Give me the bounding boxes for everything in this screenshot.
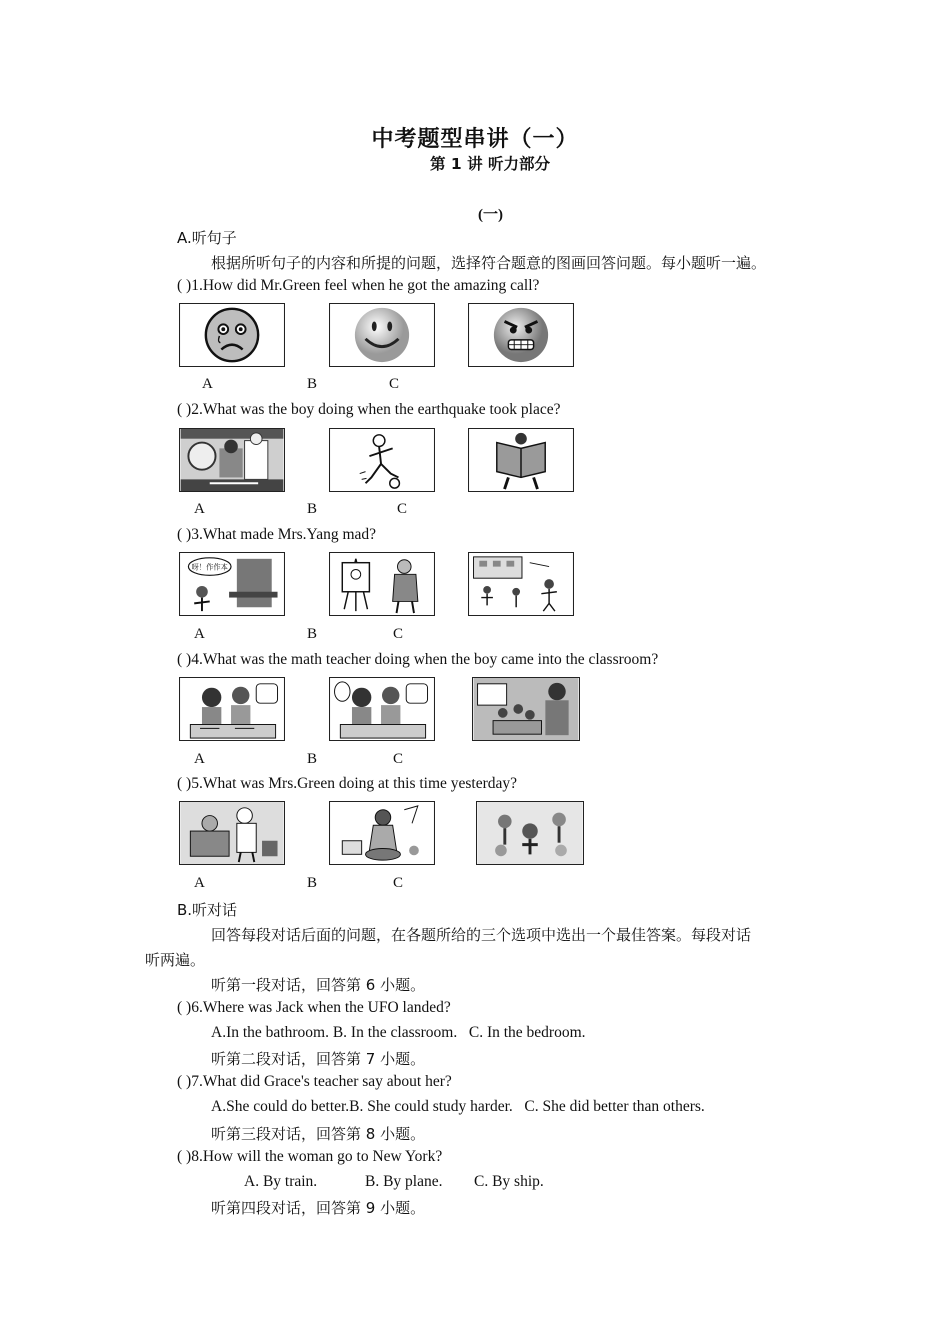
q4-picture-c-classroom[interactable] — [472, 677, 580, 741]
part-b-instruction-line1: 回答每段对话后面的问题，在各题所给的三个选项中选出一个最佳答案。每段对话 — [211, 926, 752, 944]
q5-label-a: A — [194, 875, 205, 891]
question-5-stem: ( )5.What was Mrs.Green doing at this time yesterday? — [177, 775, 518, 792]
question-2-stem: ( )2.What was the boy doing when the earthquake took place? — [177, 401, 561, 418]
q3-picture-a-homework[interactable] — [179, 552, 285, 616]
q3-label-b: B — [307, 626, 318, 642]
q5-label-b: B — [307, 875, 318, 891]
question-1-stem: ( )1.How did Mr.Green feel when he got the amazing call? — [177, 277, 540, 294]
q1-picture-a-sad-face[interactable] — [179, 303, 285, 367]
part-b-instruction-line2: 听两遍。 — [145, 951, 206, 969]
q2-picture-b-playing-soccer[interactable] — [329, 428, 435, 492]
question-8-option-b: B. By plane. — [365, 1173, 443, 1190]
listen-instruction-9: 听第四段对话，回答第 9 小题。 — [211, 1199, 426, 1217]
q2-label-b: B — [307, 501, 318, 517]
q3-picture-c-playground[interactable] — [468, 552, 574, 616]
q2-label-a: A — [194, 501, 205, 517]
q3-picture-b-painting[interactable] — [329, 552, 435, 616]
q2-picture-c-reading-book[interactable] — [468, 428, 574, 492]
listen-instruction-7: 听第二段对话，回答第 7 小题。 — [211, 1050, 426, 1068]
q5-picture-b-cleaning[interactable] — [329, 801, 435, 865]
q3-label-c: C — [393, 626, 404, 642]
q5-picture-a-cooking[interactable] — [179, 801, 285, 865]
q4-label-c: C — [393, 751, 404, 767]
q1-label-c: C — [389, 376, 400, 392]
q4-picture-a-teacher-grading[interactable] — [179, 677, 285, 741]
question-8-stem: ( )8.How will the woman go to New York? — [177, 1148, 443, 1165]
question-8-option-a: A. By train. — [244, 1173, 318, 1190]
question-8-option-c: C. By ship. — [474, 1173, 544, 1190]
q3-speech-bubble: 呀！作作本 — [191, 562, 228, 572]
q3-label-a: A — [194, 626, 205, 642]
listen-instruction-6: 听第一段对话，回答第 6 小题。 — [211, 976, 426, 994]
q1-picture-b-happy-face[interactable] — [329, 303, 435, 367]
q2-picture-a-barber-shop[interactable] — [179, 428, 285, 492]
q4-label-a: A — [194, 751, 205, 767]
section-number: (一) — [478, 207, 503, 223]
document-title: 中考题型串讲（一） — [371, 127, 579, 152]
q4-label-b: B — [307, 751, 318, 767]
q5-picture-c-children-playing[interactable] — [476, 801, 584, 865]
part-a-heading: A.听句子 — [177, 229, 237, 247]
q1-label-b: B — [307, 376, 318, 392]
question-7-stem: ( )7.What did Grace's teacher say about her? — [177, 1073, 452, 1090]
question-6-options: A.In the bathroom. B. In the classroom. C. In the bedroom. — [211, 1024, 586, 1041]
q4-picture-b-teacher-talking[interactable] — [329, 677, 435, 741]
part-b-heading: B.听对话 — [177, 901, 238, 919]
q5-label-c: C — [393, 875, 404, 891]
q1-picture-c-angry-face[interactable] — [468, 303, 574, 367]
q1-label-a: A — [202, 376, 213, 392]
lecture-subtitle: 第 1 讲 听力部分 — [430, 155, 550, 173]
part-a-instruction: 根据所听句子的内容和所提的问题，选择符合题意的图画回答问题。每小题听一遍。 — [211, 254, 767, 272]
listen-instruction-8: 听第三段对话，回答第 8 小题。 — [211, 1125, 426, 1143]
q2-label-c: C — [397, 501, 408, 517]
question-4-stem: ( )4.What was the math teacher doing when the boy came into the classroom? — [177, 651, 659, 668]
question-3-stem: ( )3.What made Mrs.Yang mad? — [177, 526, 377, 543]
question-7-options: A.She could do better.B. She could study harder. C. She did better than others. — [211, 1098, 705, 1115]
question-6-stem: ( )6.Where was Jack when the UFO landed? — [177, 999, 451, 1016]
